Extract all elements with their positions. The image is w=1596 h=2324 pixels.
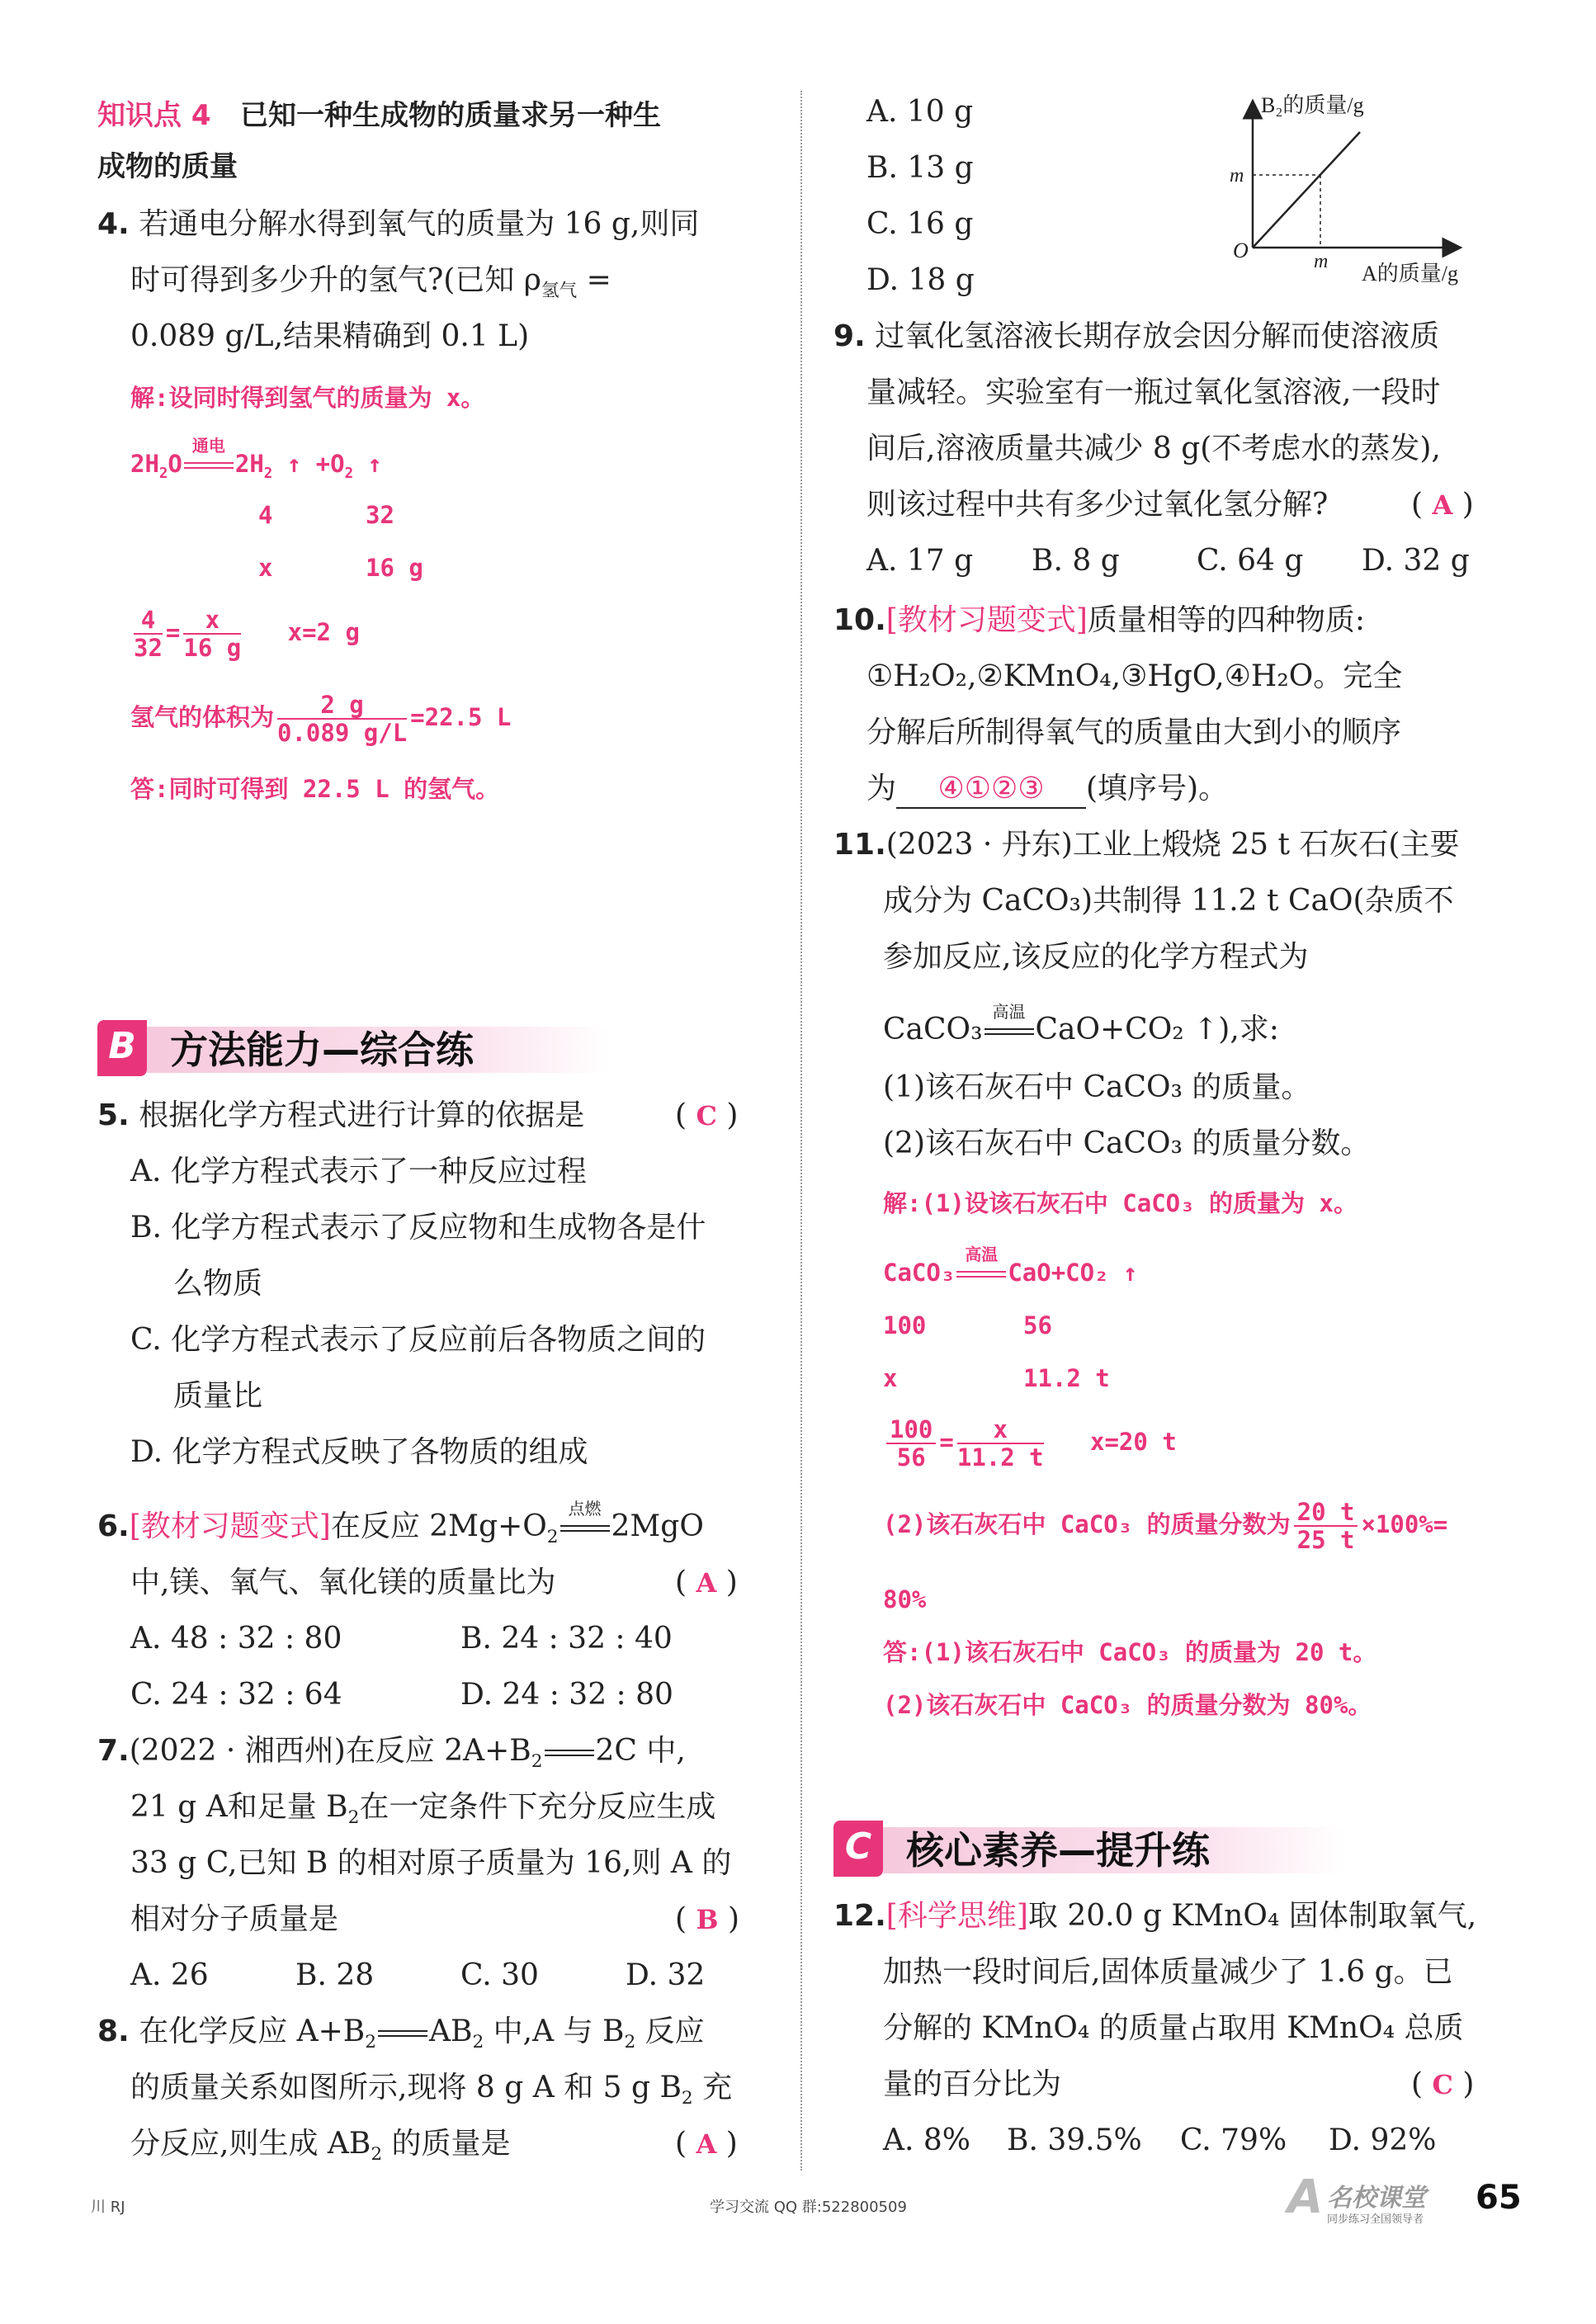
q6-answer: ( A )	[675, 1566, 738, 1599]
q5-answer: ( C )	[675, 1098, 739, 1132]
q4-ratio-2a: x	[258, 554, 273, 582]
q8-mass-graph	[1213, 91, 1518, 289]
footer-brand-logo: A 名校课堂 同步练习全国领导者	[1287, 2170, 1426, 2226]
q12-line-4: 量的百分比为	[883, 2067, 1062, 2101]
section-b-title: 方法能力—综合练	[170, 1027, 474, 1072]
section-c-banner	[833, 1821, 1362, 1878]
q4-proportion: $\frac{4}{32}$ = $\frac{x}{16 g}$ x=2 g	[134, 606, 360, 662]
knowledge-point-heading	[97, 97, 661, 134]
knowledge-point-title-2: 成物的质量	[97, 150, 238, 183]
q7-option-a: A. 26	[130, 1958, 209, 1992]
q8-line-2: 的质量关系如图所示,现将 8 g A 和 5 g $B_2$ 充	[130, 2071, 733, 2109]
q10-line-3: 分解后所制得氧气的质量由大到小的顺序	[866, 716, 1402, 749]
q10-line-4: 为 ④①②③ (填序号)。	[866, 771, 1228, 809]
q8-line-1: 8. 在化学反应 $A+B_2$ $AB_2$ 中,A 与 $B_2$ 反应	[97, 2015, 705, 2053]
q11-line-1: 11.(2023 · 丹东)工业上煅烧 25 t 石灰石(主要	[833, 828, 1460, 862]
q5-option-c: C. 化学方程式表示了反应前后各物质之间的	[130, 1323, 706, 1357]
section-c-title: 核心素养—提升练	[906, 1828, 1210, 1873]
q9-line-1: 9. 过氧化氢溶液长期存放会因分解而使溶液质	[833, 319, 1440, 353]
q8-option-c: C. 16 g	[866, 207, 974, 241]
q11-equation: CaCO₃ 高温 CaO+CO₂ ↑),求:	[883, 1002, 1279, 1046]
q7-line-4: 相对分子质量是	[130, 1902, 339, 1936]
q7-answer: ( B )	[675, 1902, 740, 1936]
q11-ratio-2a: x	[883, 1364, 898, 1392]
q5-option-c-cont: 质量比	[173, 1379, 263, 1413]
q4-line-1: 4. 若通电分解水得到氧气的质量为 16 g,则同	[97, 207, 700, 241]
q6-option-a: A. 48 : 32 : 80	[130, 1622, 342, 1656]
q7-option-c: C. 30	[460, 1958, 539, 1992]
q6-line-2: 中,镁、氧气、氧化镁的质量比为	[130, 1566, 556, 1599]
graph-x-label: A的质量/g	[1362, 262, 1459, 286]
section-b-letter: B	[97, 1020, 147, 1076]
q9-option-a: A. 17 g	[866, 544, 974, 578]
q8-option-b: B. 13 g	[866, 151, 974, 185]
q4-line-2: 时可得到多少升的氢气?(已知 $\rho_{氢气}$ =	[130, 263, 611, 302]
q8-answer: ( A )	[675, 2127, 738, 2161]
page-number: 65	[1476, 2179, 1522, 2217]
q11-solution-result: 80%	[883, 1585, 927, 1613]
section-b-banner	[97, 1020, 626, 1078]
graph-origin: O	[1233, 239, 1249, 262]
knowledge-point-label: 知识点 4	[97, 99, 211, 132]
q12-line-1: 12.[科学思维]取 20.0 g KMnO₄ 固体制取氧气,	[833, 1899, 1477, 1933]
q5-option-b-cont: 么物质	[173, 1267, 263, 1301]
q5-option-a: A. 化学方程式表示了一种反应过程	[130, 1155, 587, 1188]
q7-option-d: D. 32	[626, 1958, 706, 1992]
q5-option-b: B. 化学方程式表示了反应物和生成物各是什	[130, 1211, 706, 1245]
column-divider	[800, 91, 802, 2170]
q11-solution-intro: 解:(1)设该石灰石中 CaCO₃ 的质量为 x。	[883, 1189, 1358, 1217]
q4-line-3: 0.089 g/L,结果精确到 0.1 L)	[130, 319, 530, 353]
q9-line-4: 则该过程中共有多少过氧化氢分解?	[866, 488, 1329, 522]
q12-answer: ( C )	[1411, 2067, 1475, 2101]
q7-line-3: 33 g C,已知 B 的相对原子质量为 16,则 A 的	[130, 1846, 732, 1880]
q11-line-2: 成分为 CaCO₃)共制得 11.2 t CaO(杂质不	[883, 884, 1454, 918]
q12-line-3: 分解的 KMnO₄ 的质量占取用 KMnO₄ 总质	[883, 2011, 1464, 2045]
q4-solution-intro: 解:设同时得到氢气的质量为 x。	[130, 384, 485, 412]
q11-ratio-2b: 11.2 t	[1023, 1364, 1110, 1392]
q4-answer: 答:同时可得到 22.5 L 的氢气。	[130, 775, 500, 803]
q4-ratio-2b: 16 g	[366, 554, 423, 582]
footer-qq-group: 学习交流 QQ 群:522800509	[710, 2199, 907, 2216]
q8-option-a: A. 10 g	[866, 95, 974, 129]
q11-line-3: 参加反应,该反应的化学方程式为	[883, 940, 1309, 974]
q11-sub-1: (1)该石灰石中 CaCO₃ 的质量。	[883, 1070, 1311, 1104]
q12-option-d: D. 92%	[1329, 2123, 1437, 2157]
q12-option-b: B. 39.5%	[1007, 2123, 1142, 2157]
q8-option-d: D. 18 g	[866, 263, 975, 297]
q5-option-d: D. 化学方程式反映了各物质的组成	[130, 1435, 588, 1469]
q10-line-1: 10.[教材习题变式]质量相等的四种物质:	[833, 603, 1366, 637]
q4-volume: 氢气的体积为 $\frac{2 g}{0.089 g/L}$ =22.5 L	[130, 691, 512, 747]
q12-option-c: C. 79%	[1180, 2123, 1287, 2157]
q7-option-b: B. 28	[295, 1958, 375, 1992]
graph-line	[1253, 132, 1360, 248]
q6-option-c: C. 24 : 32 : 64	[130, 1678, 342, 1712]
q9-option-b: B. 8 g	[1032, 544, 1120, 578]
graph-y-label: B₂的质量/g	[1261, 93, 1364, 117]
q12-option-a: A. 8%	[883, 2123, 970, 2157]
q9-option-c: C. 64 g	[1197, 544, 1304, 578]
brand-a-icon: A	[1287, 2170, 1324, 2224]
q11-proportion: $\frac{100}{56}$ = $\frac{x}{11.2 t}$ x=20 t	[883, 1416, 1177, 1471]
q7-line-2: 21 g A和足量 $B_2$在一定条件下充分反应生成	[130, 1790, 716, 1829]
q9-line-3: 间后,溶液质量共减少 8 g(不考虑水的蒸发),	[866, 432, 1441, 465]
q5-stem: 5. 根据化学方程式进行计算的依据是	[97, 1098, 585, 1132]
q9-line-2: 量减轻。实验室有一瓶过氧化氢溶液,一段时	[866, 376, 1441, 409]
footer-edition: 川 RJ	[91, 2199, 125, 2216]
q10-fill-answer: ④①②③	[937, 772, 1045, 805]
q4-ratio-1b: 32	[366, 501, 394, 529]
knowledge-point-title-1: 已知一种生成物的质量求另一种生	[240, 99, 662, 132]
q7-line-1: 7.(2022 · 湘西州)在反应 $2A+B_2$ 2C 中,	[97, 1734, 686, 1773]
q10-line-2: ①H₂O₂,②KMnO₄,③HgO,④H₂O。完全	[866, 659, 1403, 693]
q11-ratio-1b: 56	[1023, 1311, 1052, 1339]
q4-equation: $2H_2O$ 通电 $2H_2$ ↑ $+O_2$ ↑	[130, 436, 382, 482]
q4-ratio-1a: 4	[258, 501, 273, 529]
graph-m-y: m	[1230, 165, 1244, 187]
q11-sub-2: (2)该石灰石中 CaCO₃ 的质量分数。	[883, 1127, 1371, 1160]
q11-solution-equation: CaCO₃ 高温 CaO+CO₂ ↑	[883, 1245, 1138, 1287]
q6-option-d: D. 24 : 32 : 80	[460, 1678, 673, 1712]
q11-answer-1: 答:(1)该石灰石中 CaCO₃ 的质量为 20 t。	[883, 1638, 1377, 1666]
q11-ratio-1a: 100	[883, 1311, 927, 1339]
q12-line-2: 加热一段时间后,固体质量减少了 1.6 g。已	[883, 1955, 1453, 1989]
q8-line-3: 分反应,则生成 $AB_2$ 的质量是	[130, 2127, 511, 2166]
q6-stem: 6.[教材习题变式]在反应 $2Mg+O_2$ 点燃 2MgO	[97, 1499, 704, 1548]
q9-option-d: D. 32 g	[1362, 544, 1470, 578]
q9-answer: ( A )	[1411, 488, 1474, 522]
q11-solution-part2: (2)该石灰石中 CaCO₃ 的质量分数为 $\frac{20 t}{25 t}$ ×100%=	[883, 1498, 1448, 1554]
q11-answer-2: (2)该石灰石中 CaCO₃ 的质量分数为 80%。	[883, 1691, 1372, 1719]
q6-option-b: B. 24 : 32 : 40	[460, 1622, 673, 1656]
section-c-letter: C	[833, 1821, 883, 1877]
graph-m-x: m	[1314, 251, 1329, 272]
